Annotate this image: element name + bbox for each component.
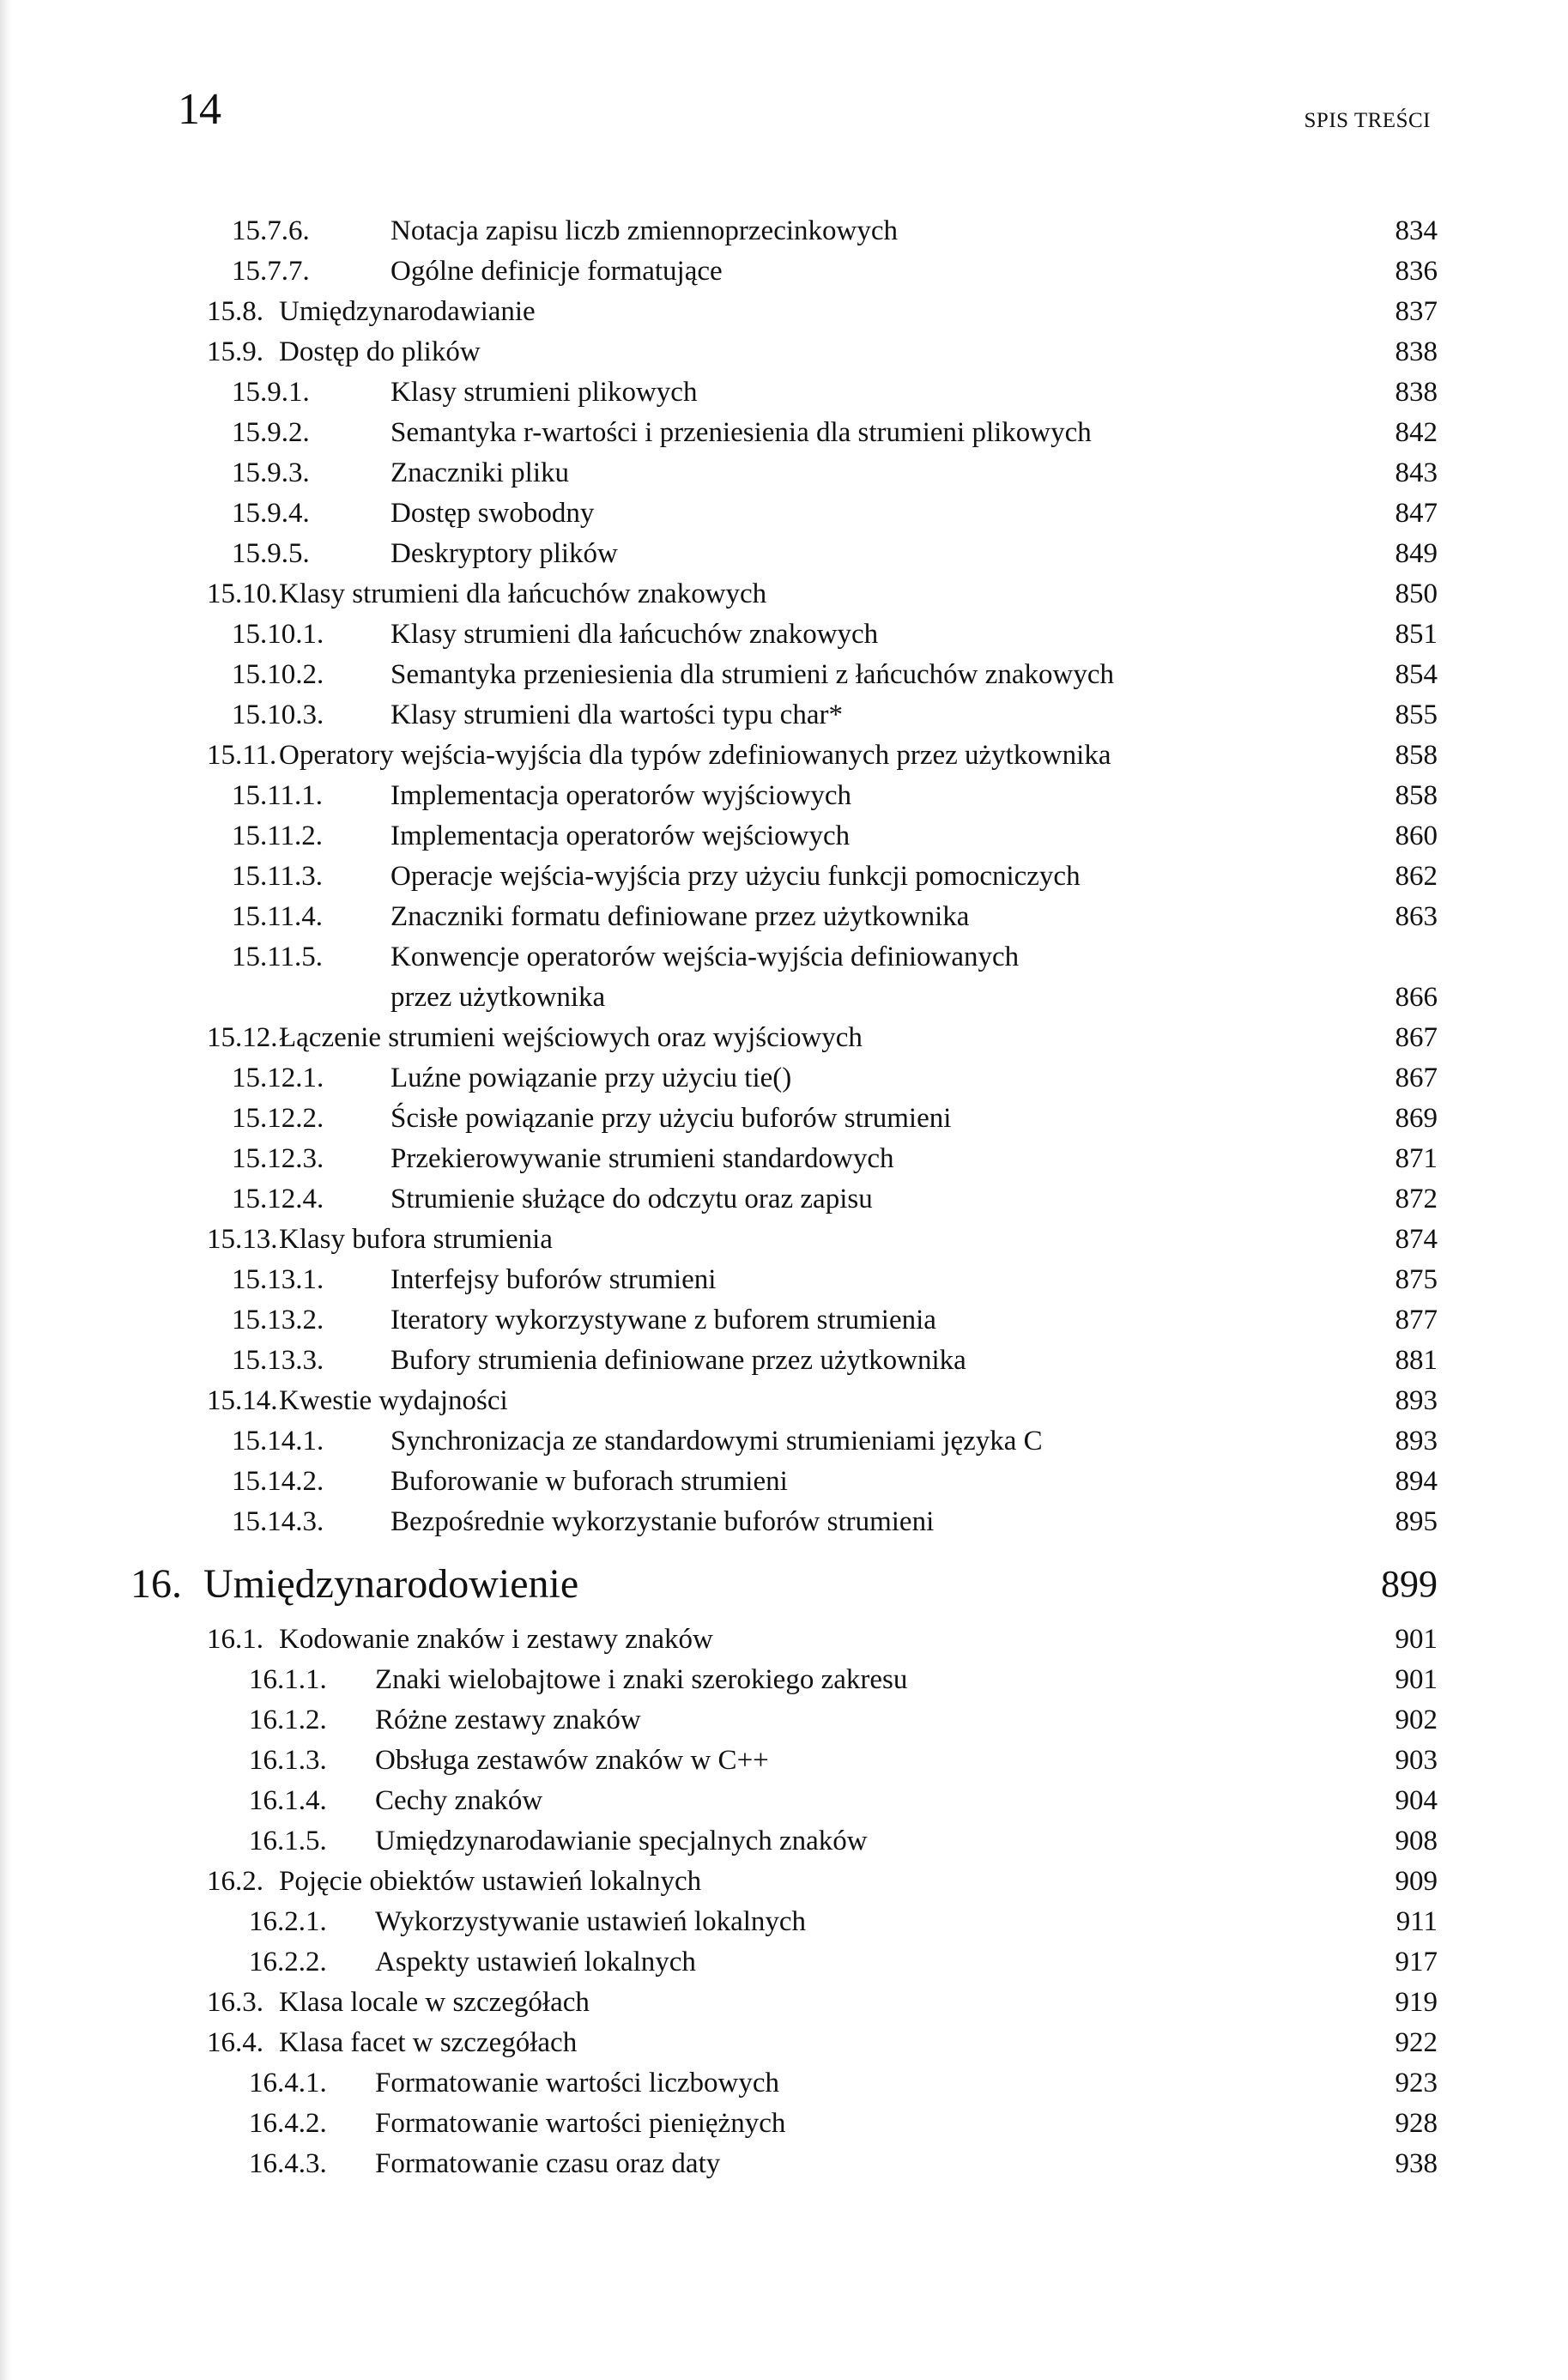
toc-entry-number: 15.11.3.	[232, 861, 324, 892]
toc-entry-title: Klasy strumieni plikowych	[390, 377, 698, 408]
toc-entry-number: 15.10.3.	[232, 699, 324, 730]
toc-entry-page: 877	[1395, 1305, 1438, 1335]
toc-entry-number: 16.3.	[207, 1987, 263, 2018]
toc-entry-title: Klasy bufora strumienia	[279, 1224, 553, 1255]
toc-entry-number: 15.14.2.	[232, 1466, 324, 1497]
toc-entry	[0, 534, 1568, 574]
toc-entry-page: 851	[1395, 619, 1438, 650]
toc-entry-page: 875	[1395, 1264, 1438, 1295]
toc-entry-title: Dostęp do plików	[279, 336, 481, 367]
toc-entry	[0, 816, 1568, 857]
toc-entry	[0, 1741, 1568, 1781]
toc-entry-page: 917	[1395, 1947, 1438, 1977]
toc-entry-title: Strumienie służące do odczytu oraz zapisu	[390, 1184, 873, 1214]
toc-entry-number: 16.1.5.	[249, 1826, 327, 1856]
toc-entry-title: Klasy strumieni dla wartości typu char*	[390, 699, 843, 730]
running-head: SPIS TREŚCI	[1304, 109, 1431, 132]
toc-entry-number: 16.1.1.	[249, 1664, 327, 1695]
toc-entry-title: Wykorzystywanie ustawień lokalnych	[375, 1906, 807, 1937]
toc-entry-page: 843	[1395, 457, 1438, 488]
toc-entry	[0, 1139, 1568, 1179]
toc-entry-title: Znaczniki pliku	[390, 457, 570, 488]
toc-entry-number: 15.12.4.	[232, 1184, 324, 1214]
toc-entry-number: 15.10.2.	[232, 659, 324, 690]
page-number: 14	[178, 85, 221, 134]
toc-chapter-entry	[0, 1559, 1568, 1610]
toc-entry-title: Obsługa zestawów znaków w C++	[375, 1745, 769, 1776]
toc-entry-title: Różne zestawy znaków	[375, 1705, 641, 1735]
toc-entry-title: Kodowanie znaków i zestawy znaków	[279, 1624, 713, 1655]
toc-entry-number: 15.11.	[207, 740, 277, 771]
toc-entry-page: 847	[1395, 498, 1438, 529]
toc-entry	[0, 736, 1568, 776]
toc-entry	[0, 292, 1568, 332]
toc-entry-page: 894	[1395, 1466, 1438, 1497]
toc-entry	[0, 695, 1568, 736]
toc-entry	[0, 2023, 1568, 2063]
toc-entry	[0, 1902, 1568, 1942]
toc-entry-number: 16.2.2.	[249, 1947, 327, 1977]
toc-entry-page: 872	[1395, 1184, 1438, 1214]
toc-entry-page: 903	[1395, 1745, 1438, 1776]
toc-entry-page: 893	[1395, 1426, 1438, 1456]
toc-entry	[0, 1018, 1568, 1058]
toc-entry-number: 15.12.1.	[232, 1063, 324, 1093]
toc-entry	[0, 1341, 1568, 1381]
toc-entry-title: Pojęcie obiektów ustawień lokalnych	[279, 1866, 702, 1897]
toc-entry-number: 15.8.	[207, 296, 263, 327]
toc-entry-number: 15.12.2.	[232, 1103, 324, 1134]
toc-entry	[0, 1821, 1568, 1862]
toc-entry-number: 15.9.5.	[232, 538, 310, 569]
toc-entry	[0, 453, 1568, 494]
toc-entry-number: 15.10.	[207, 578, 278, 609]
toc-entry	[0, 1058, 1568, 1099]
toc-entry-title: Implementacja operatorów wejściowych	[390, 821, 851, 851]
toc-entry-number: 15.9.4.	[232, 498, 310, 529]
toc-entry-page: 902	[1395, 1705, 1438, 1735]
toc-entry-page: 867	[1395, 1063, 1438, 1093]
toc-entry-title: Bufory strumienia definiowane przez użytkownika	[390, 1345, 966, 1376]
toc-entry	[0, 1660, 1568, 1700]
toc-entry-page: 842	[1395, 417, 1438, 448]
toc-entry-number: 16.2.1.	[249, 1906, 327, 1937]
toc-entry	[0, 1620, 1568, 1660]
toc-entry	[0, 978, 1568, 1018]
toc-entry-page: 850	[1395, 578, 1438, 609]
toc-entry-number: 15.13.1.	[232, 1264, 324, 1295]
toc-entry-title: Synchronizacja ze standardowymi strumieniami języka C	[390, 1426, 1043, 1456]
toc-entry-page: 849	[1395, 538, 1438, 569]
toc-entry	[0, 1099, 1568, 1139]
toc-entry-page: 869	[1395, 1103, 1438, 1134]
toc-entry-title: Klasa facet w szczegółach	[279, 2027, 578, 2058]
toc-entry	[0, 655, 1568, 695]
toc-entry-page: 854	[1395, 659, 1438, 690]
toc-entry-page: 893	[1395, 1385, 1438, 1416]
toc-entry-number: 15.11.4.	[232, 901, 324, 932]
toc-entry-page: 919	[1395, 1987, 1438, 2018]
toc-entry	[0, 2063, 1568, 2104]
toc-entry-title: Znaki wielobajtowe i znaki szerokiego zakresu	[375, 1664, 908, 1695]
toc-entry-number: 15.13.	[207, 1224, 278, 1255]
toc-entry-number: 15.10.1.	[232, 619, 324, 650]
toc-entry-page: 923	[1395, 2068, 1438, 2098]
toc-entry-page: 838	[1395, 377, 1438, 408]
toc-entry-number: 15.12.	[207, 1022, 278, 1053]
toc-entry-title: Operatory wejścia-wyjścia dla typów zdefiniowanych przez użytkownika	[279, 740, 1111, 771]
toc-entry-title: Umiędzynarodawianie specjalnych znaków	[375, 1826, 868, 1856]
toc-entry-title: Ścisłe powiązanie przy użyciu buforów strumieni	[390, 1103, 952, 1134]
toc-entry-page: 837	[1395, 296, 1438, 327]
toc-entry-number: 16.1.	[207, 1624, 263, 1655]
toc-entry-title: Aspekty ustawień lokalnych	[375, 1947, 696, 1977]
toc-entry-page: 836	[1395, 256, 1438, 287]
toc-entry	[0, 897, 1568, 937]
toc-entry-page: 866	[1395, 982, 1438, 1013]
toc-entry-title: Ogólne definicje formatujące	[390, 256, 723, 287]
toc-entry-number: 15.9.2.	[232, 417, 310, 448]
toc-entry	[0, 1862, 1568, 1902]
toc-entry	[0, 776, 1568, 816]
toc-entry	[0, 1421, 1568, 1462]
toc-entry-number: 15.9.	[207, 336, 263, 367]
toc-entry-title: Umiędzynarodowienie	[203, 1561, 579, 1607]
toc-entry-number: 15.11.1.	[232, 780, 324, 811]
toc-entry	[0, 1781, 1568, 1821]
toc-entry-page: 858	[1395, 740, 1438, 771]
toc-entry-title: Semantyka przeniesienia dla strumieni z łańcuchów znakowych	[390, 659, 1115, 690]
toc-entry-title: Przekierowywanie strumieni standardowych	[390, 1143, 894, 1174]
toc-entry-number: 15.9.1.	[232, 377, 310, 408]
toc-entry-page: 838	[1395, 336, 1438, 367]
toc-entry-page: 834	[1395, 215, 1438, 246]
toc-entry-number: 16.4.2.	[249, 2108, 327, 2139]
toc-entry-page: 867	[1395, 1022, 1438, 1053]
toc-entry	[0, 372, 1568, 413]
toc-entry-page: 904	[1395, 1785, 1438, 1816]
toc-entry-page: 911	[1395, 1906, 1438, 1937]
toc-entry-number: 15.14.	[207, 1385, 278, 1416]
toc-entry-title: Kwestie wydajności	[279, 1385, 508, 1416]
toc-entry	[0, 574, 1568, 615]
toc-entry-number: 16.	[130, 1561, 182, 1607]
toc-entry	[0, 1220, 1568, 1260]
toc-entry-title: Umiędzynarodawianie	[279, 296, 536, 327]
toc-entry-title: Formatowanie wartości pieniężnych	[375, 2108, 786, 2139]
toc-entry-page: 901	[1395, 1624, 1438, 1655]
toc-entry-number: 15.7.6.	[232, 215, 310, 246]
toc-entry-title: Interfejsy buforów strumieni	[390, 1264, 717, 1295]
toc-entry-number: 16.4.1.	[249, 2068, 327, 2098]
toc-entry-page: 874	[1395, 1224, 1438, 1255]
toc-entry-title: Operacje wejścia-wyjścia przy użyciu funkcji pomocniczych	[390, 861, 1081, 892]
toc-entry-number: 15.13.3.	[232, 1345, 324, 1376]
toc-entry-page: 928	[1395, 2108, 1438, 2139]
toc-entry	[0, 1983, 1568, 2023]
toc-entry-title: Formatowanie wartości liczbowych	[375, 2068, 780, 2098]
toc-entry	[0, 1462, 1568, 1502]
toc-entry	[0, 1300, 1568, 1341]
toc-entry-number: 15.11.2.	[232, 821, 324, 851]
toc-entry	[0, 332, 1568, 372]
toc-entry-page: 855	[1395, 699, 1438, 730]
toc-entry	[0, 615, 1568, 655]
toc-entry-title: Semantyka r-wartości i przeniesienia dla strumieni plikowych	[390, 417, 1092, 448]
toc-entry-title: Klasy strumieni dla łańcuchów znakowych	[279, 578, 767, 609]
toc-entry-title: Znaczniki formatu definiowane przez użytkownika	[390, 901, 970, 932]
toc-entry-page: 860	[1395, 821, 1438, 851]
toc-entry	[0, 1260, 1568, 1300]
toc-entry	[0, 1381, 1568, 1421]
toc-entry	[0, 1942, 1568, 1983]
toc-entry-page: 909	[1395, 1866, 1438, 1897]
toc-entry-page: 863	[1395, 901, 1438, 932]
toc-entry-page: 901	[1395, 1664, 1438, 1695]
toc-entry-number: 16.2.	[207, 1866, 263, 1897]
toc-entry-number: 15.13.2.	[232, 1305, 324, 1335]
toc-entry-page: 858	[1395, 780, 1438, 811]
toc-entry-title: Konwencje operatorów wejścia-wyjścia definiowanych	[390, 942, 1020, 972]
toc-entry-number: 16.1.2.	[249, 1705, 327, 1735]
toc-entry-number: 15.14.3.	[232, 1506, 324, 1537]
toc-entry	[0, 413, 1568, 453]
toc-entry-title: Implementacja operatorów wyjściowych	[390, 780, 851, 811]
toc-entry-title: Iteratory wykorzystywane z buforem strumienia	[390, 1305, 936, 1335]
toc-entry-title: Notacja zapisu liczb zmiennoprzecinkowych	[390, 215, 899, 246]
toc-entry-title: Bezpośrednie wykorzystanie buforów strumieni	[390, 1506, 935, 1537]
toc-entry	[0, 494, 1568, 534]
toc-entry	[0, 937, 1568, 978]
toc-entry-number: 15.14.1.	[232, 1426, 324, 1456]
toc-entry	[0, 2104, 1568, 2144]
toc-entry-page: 908	[1395, 1826, 1438, 1856]
toc-entry-title: Cechy znaków	[375, 1785, 543, 1816]
toc-entry	[0, 857, 1568, 897]
toc-entry-number: 15.12.3.	[232, 1143, 324, 1174]
toc-entry-title: Formatowanie czasu oraz daty	[375, 2148, 721, 2179]
toc-entry-number: 16.4.	[207, 2027, 263, 2058]
toc-entry-page: 881	[1395, 1345, 1438, 1376]
toc-entry-title: Deskryptory plików	[390, 538, 618, 569]
toc-entry-title: Luźne powiązanie przy użyciu tie()	[390, 1063, 792, 1093]
toc-entry	[0, 1179, 1568, 1220]
toc-entry	[0, 1700, 1568, 1741]
toc-entry-number: 15.9.3.	[232, 457, 310, 488]
toc-entry	[0, 211, 1568, 251]
toc-entry-number: 16.1.3.	[249, 1745, 327, 1776]
toc-entry-number: 15.11.5.	[232, 942, 324, 972]
toc-entry-page: 871	[1395, 1143, 1438, 1174]
toc-entry-page: 862	[1395, 861, 1438, 892]
toc-entry-page: 922	[1395, 2027, 1438, 2058]
toc-entry-page: 895	[1395, 1506, 1438, 1537]
toc-entry-number: 16.1.4.	[249, 1785, 327, 1816]
toc-entry-number: 15.7.7.	[232, 256, 310, 287]
toc-entry-title: Klasa locale w szczegółach	[279, 1987, 590, 2018]
toc-entry-title: Klasy strumieni dla łańcuchów znakowych	[390, 619, 879, 650]
toc-entry-number: 16.4.3.	[249, 2148, 327, 2179]
toc-entry-page: 899	[1381, 1563, 1438, 1605]
toc-entry	[0, 251, 1568, 292]
toc-entry-title: przez użytkownika	[390, 982, 606, 1013]
toc-entry-page: 938	[1395, 2148, 1438, 2179]
toc-entry-title: Dostęp swobodny	[390, 498, 595, 529]
toc-entry-title: Buforowanie w buforach strumieni	[390, 1466, 788, 1497]
toc-entry	[0, 1502, 1568, 1542]
toc-entry	[0, 2144, 1568, 2184]
toc-entry-title: Łączenie strumieni wejściowych oraz wyjściowych	[279, 1022, 863, 1053]
